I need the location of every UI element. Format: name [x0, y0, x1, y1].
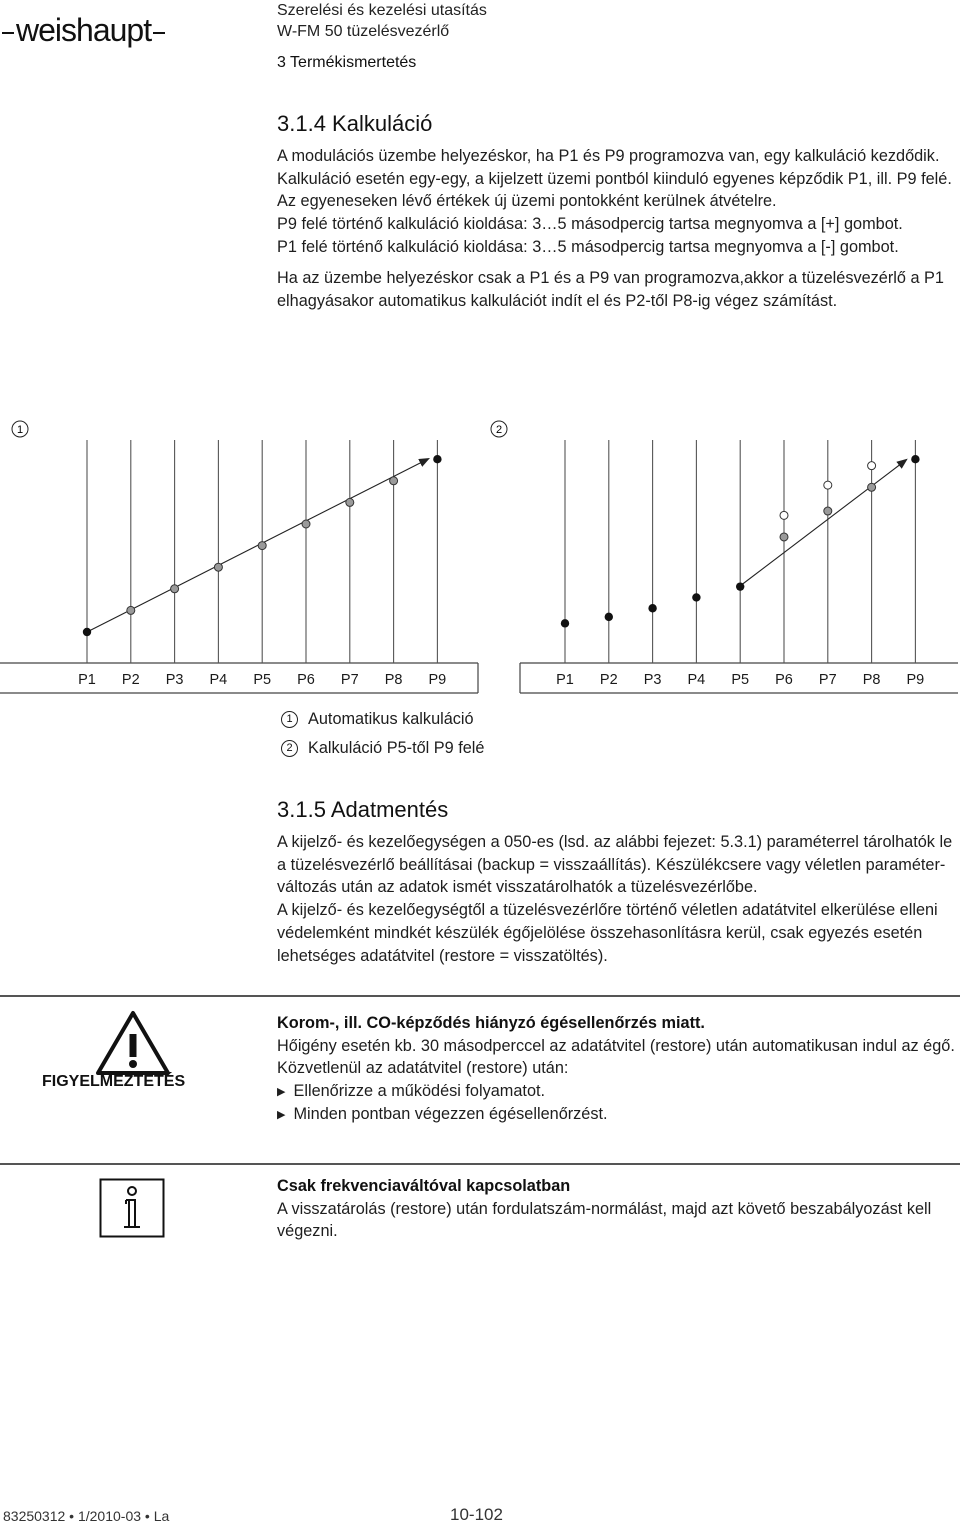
data-point-open [824, 481, 832, 489]
x-tick-label: P2 [599, 672, 618, 688]
doc-code: 83250312 • 1/2010-03 • La [3, 1508, 170, 1524]
x-tick-label: P8 [862, 672, 881, 688]
data-point-filled-black [736, 582, 744, 590]
figure-1 [0, 421, 478, 693]
data-point-filled-grey [302, 520, 310, 528]
data-point-filled-grey [780, 533, 788, 541]
calculation-diagrams [0, 410, 960, 700]
figure-2-number: 2 [495, 424, 503, 436]
x-tick-label: P9 [906, 672, 925, 688]
data-point-filled-black [648, 604, 656, 612]
legend-text: Automatikus kalkuláció [308, 710, 474, 728]
x-tick-label: P4 [209, 672, 228, 688]
data-point-open [780, 511, 788, 519]
x-tick-label: P8 [384, 672, 403, 688]
info-content [277, 1175, 960, 1243]
warning-bullet: ▶ Minden pontban végezzen égésellenőrzést. [277, 1103, 960, 1127]
x-tick-label: P7 [818, 672, 837, 688]
figure-1-calc-line [87, 459, 428, 632]
warning-triangle-icon [95, 1010, 171, 1076]
data-point-filled-grey [258, 542, 266, 550]
figure-1-number: 1 [16, 424, 24, 436]
weishaupt-logo: weishaupt [0, 12, 167, 49]
chapter-title: 3 Termékismertetés [277, 54, 417, 71]
paragraph: Ha az üzembe helyezéskor csak a P1 és a P9 van programozva,akkor a tüzelésvezérlő a P1 elhagyásakor automatikus kalkulációt indít el és P2-től P8-ig végez számítást. [277, 268, 944, 310]
figure-2 [491, 421, 958, 693]
legend-number: 1 [281, 711, 298, 728]
info-rule-top [0, 1163, 960, 1165]
warning-title: Korom-, ill. CO-képződés hiányzó égésellenőrzés miatt. [277, 1014, 705, 1032]
data-point-filled-grey [127, 606, 135, 614]
section-heading: 3.1.5 Adatmentés [277, 797, 449, 822]
warning-bullet: ▶ Ellenőrizze a működési folyamatot. [277, 1080, 960, 1104]
warning-text: Közvetlenül az adatátvitel (restore) után: [277, 1059, 569, 1077]
data-point-filled-black [561, 619, 569, 627]
section-3-1-5 [277, 799, 960, 968]
data-point-filled-black [433, 455, 441, 463]
legend-item-1 [281, 710, 474, 729]
x-tick-label: P5 [253, 672, 272, 688]
legend-text: Kalkuláció P5-től P9 felé [308, 739, 485, 757]
paragraph: P9 felé történő kalkuláció kioldása: 3…5 másodpercig tartsa megnyomva a [+] gombot. [277, 215, 903, 234]
data-point-filled-grey [214, 563, 222, 571]
warning-rule-top [0, 995, 960, 997]
paragraph: A kijelző- és kezelőegységen a 050-es (lsd. az alábbi fejezet: 5.3.1) paraméterrel tárolhatók le a tüzelésvezérlő beállításai (backup = visszaállítás). Készülékcsere vagy véletlen paraméter-változás után az adatok ismét visszatárolhatók a tüzelésvezérlőbe. [277, 832, 953, 897]
x-tick-label: P3 [165, 672, 184, 688]
data-point-filled-grey [868, 483, 876, 491]
data-point-filled-grey [824, 507, 832, 515]
legend-number: 2 [281, 740, 298, 757]
warning-content [277, 1012, 960, 1127]
x-tick-label: P5 [731, 672, 750, 688]
info-icon [99, 1178, 165, 1238]
data-point-filled-grey [390, 477, 398, 485]
info-title: Csak frekvenciaváltóval kapcsolatban [277, 1177, 571, 1195]
data-point-filled-grey [171, 585, 179, 593]
x-tick-label: P6 [297, 672, 315, 688]
data-point-filled-black [911, 455, 919, 463]
doc-title: Szerelési és kezelési utasítás [277, 2, 487, 19]
data-point-filled-grey [346, 498, 354, 506]
section-heading: 3.1.4 Kalkuláció [277, 111, 433, 136]
paragraph: A modulációs üzembe helyezéskor, ha P1 és P9 programozva van, egy kalkuláció kezdődik. Kalkuláció esetén egy-egy, a kijelzett üzemi pontból kiinduló egyenes képződik P1, ill. P9 felé. Az egyeneseken lévő értékek új üzemi pontokként kerülnek átvételre. [277, 146, 952, 211]
page-number: 10-102 [450, 1505, 503, 1524]
section-3-1-4 [277, 113, 960, 312]
warning-label: FIGYELMEZTETÉS [42, 1073, 186, 1090]
data-point-filled-black [692, 593, 700, 601]
paragraph: P1 felé történő kalkuláció kioldása: 3…5 másodpercig tartsa megnyomva a [-] gombot. [277, 237, 899, 256]
legend-item-2 [281, 739, 484, 758]
doc-subtitle: W-FM 50 tüzelésvezérlő [277, 23, 450, 40]
info-text: A visszatárolás (restore) után fordulatszám-normálást, majd azt követő beszabályozást kell végezni. [277, 1199, 932, 1240]
x-tick-label: P4 [687, 672, 706, 688]
x-tick-label: P7 [340, 672, 359, 688]
x-tick-label: P1 [556, 672, 574, 688]
figure-2-calc-line [740, 460, 906, 586]
x-tick-label: P3 [643, 672, 662, 688]
data-point-open [868, 462, 876, 470]
data-point-filled-black [605, 613, 613, 621]
x-tick-label: P1 [78, 672, 96, 688]
x-tick-label: P6 [775, 672, 793, 688]
x-tick-label: P9 [428, 672, 447, 688]
x-tick-label: P2 [121, 672, 140, 688]
warning-text: Hőigény esetén kb. 30 másodperccel az adatátvitel (restore) után automatikusan indul az égő. [277, 1036, 955, 1055]
paragraph: A kijelző- és kezelőegységtől a tüzelésvezérlőre történő véletlen adatátvitel elkerülése elleni védelemként mindkét készülék égőjelölése összehasonlításra kerül, csak egyezés esetén lehetséges adatátvitel (restore = visszatöltés). [277, 901, 938, 965]
data-point-filled-black [83, 628, 91, 636]
